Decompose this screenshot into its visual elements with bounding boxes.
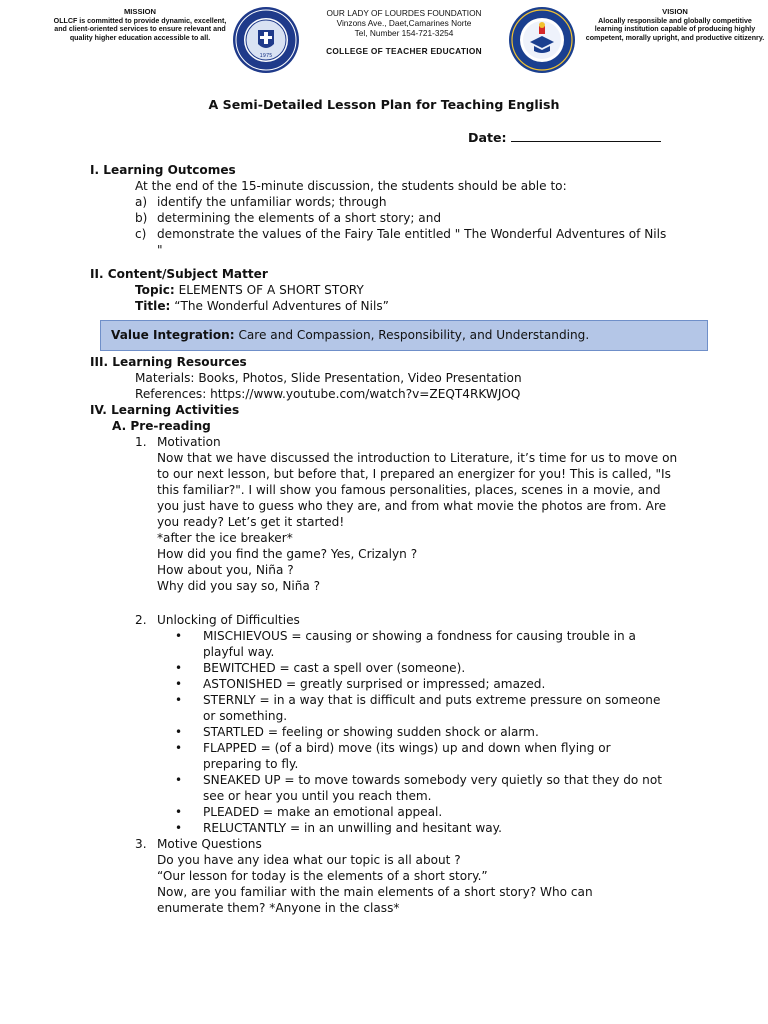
motivation-line: *after the ice breaker* (157, 531, 293, 545)
list-item: • STARTLED = feeling or showing sudden shock or alarm. (175, 725, 539, 739)
motivation-text: Now that we have discussed the introduction to Literature, it’s time for us to move on to our next lesson, but before that, I prepared an energizer for you! This is called, "Is this familiar?". I will show you famous personalities, places, scenes in a movie, and you just have to guess who they are, and from what movie the photos are from. Are you ready? Let’s get it started! (157, 451, 678, 529)
list-item: b) determining the elements of a short story; and (135, 211, 442, 225)
materials-line: Materials: Books, Photos, Slide Presentation, Video Presentation (135, 371, 522, 385)
references-line: References: https://www.youtube.com/watch?v=ZEQT4RKWJOQ (135, 387, 521, 401)
unlocking-heading: 2. Unlocking of Difficulties (135, 613, 300, 627)
vision-block (585, 8, 765, 42)
lesson-body (90, 162, 690, 916)
list-item: • MISCHIEVOUS = causing or showing a fondness for causing trouble in a playful way. (175, 629, 636, 659)
list-item: a) identify the unfamiliar words; through (135, 195, 387, 209)
vision-text: Alocally responsible and globally competitive learning institution capable of producing highly competent, morally upright, and productive citizenry. (585, 16, 765, 42)
list-item: • FLAPPED = (of a bird) move (its wings) up and down when flying or preparing to fly. (175, 741, 611, 771)
value-integration-label: Value Integration: (111, 328, 235, 342)
resources-heading: III. Learning Resources (90, 355, 247, 369)
mission-block (52, 8, 228, 42)
mission-text: OLLCF is committed to provide dynamic, excellent, and client-oriented services to ensure relevant and quality higher education accessible to all. (53, 16, 227, 42)
school-tel: Tel, Number 154-721-3254 (354, 28, 454, 39)
motivation-heading: 1. Motivation (135, 435, 221, 449)
school-seal-left-icon (232, 6, 300, 74)
value-integration-text: Care and Compassion, Responsibility, and Understanding. (234, 328, 590, 342)
list-item: • ASTONISHED = greatly surprised or impressed; amazed. (175, 677, 546, 691)
topic-line: Topic: ELEMENTS OF A SHORT STORY (135, 283, 364, 297)
mission-title: MISSION (123, 7, 157, 16)
svg-text:1975: 1975 (259, 53, 273, 59)
school-info (300, 8, 508, 56)
value-integration-box (100, 320, 708, 351)
motive-questions-heading: 3. Motive Questions (135, 837, 262, 851)
school-name: OUR LADY OF LOURDES FOUNDATION (326, 8, 482, 18)
motive-line: Do you have any idea what our topic is all about ? (157, 853, 461, 867)
school-address: Vinzons Ave., Daet,Camarines Norte (336, 18, 472, 29)
date-line (468, 130, 661, 145)
vocabulary-list (90, 628, 690, 836)
motivation-line: Why did you say so, Niña ? (157, 579, 321, 593)
list-item: • STERNLY = in a way that is difficult and puts extreme pressure on someone or something. (175, 693, 661, 723)
motivation-line: How did you find the game? Yes, Crizalyn ? (157, 547, 418, 561)
outcomes-intro: At the end of the 15-minute discussion, the students should be able to: (135, 179, 567, 193)
vision-title: VISION (662, 7, 688, 16)
outcomes-list (90, 194, 690, 258)
title-line: Title: “The Wonderful Adventures of Nils” (135, 299, 389, 313)
list-item: • SNEAKED UP = to move towards somebody very quietly so that they do not see or hear you until you reach them. (175, 773, 662, 803)
date-label: Date: (468, 130, 507, 145)
motive-line: “Our lesson for today is the elements of a short story.” (157, 869, 488, 883)
activities-heading: IV. Learning Activities (90, 403, 240, 417)
lesson-plan-title: A Semi-Detailed Lesson Plan for Teaching English (208, 97, 560, 112)
motive-line: Now, are you familiar with the main elements of a short story? Who can enumerate them? *Anyone in the class* (157, 885, 593, 915)
list-item: • PLEADED = make an emotional appeal. (175, 805, 443, 819)
list-item: • RELUCTANTLY = in an unwilling and hesitant way. (175, 821, 502, 835)
date-blank (511, 130, 661, 142)
outcomes-heading: I. Learning Outcomes (90, 163, 236, 177)
pre-reading-heading: A. Pre-reading (112, 419, 211, 433)
content-heading: II. Content/Subject Matter (90, 267, 268, 281)
motivation-line: How about you, Niña ? (157, 563, 294, 577)
list-item: c) demonstrate the values of the Fairy Tale entitled " The Wonderful Adventures of Nils " (135, 227, 667, 257)
college-seal-right-icon (508, 6, 576, 74)
college-name: COLLEGE OF TEACHER EDUCATION (326, 45, 482, 56)
list-item: • BEWITCHED = cast a spell over (someone). (175, 661, 466, 675)
